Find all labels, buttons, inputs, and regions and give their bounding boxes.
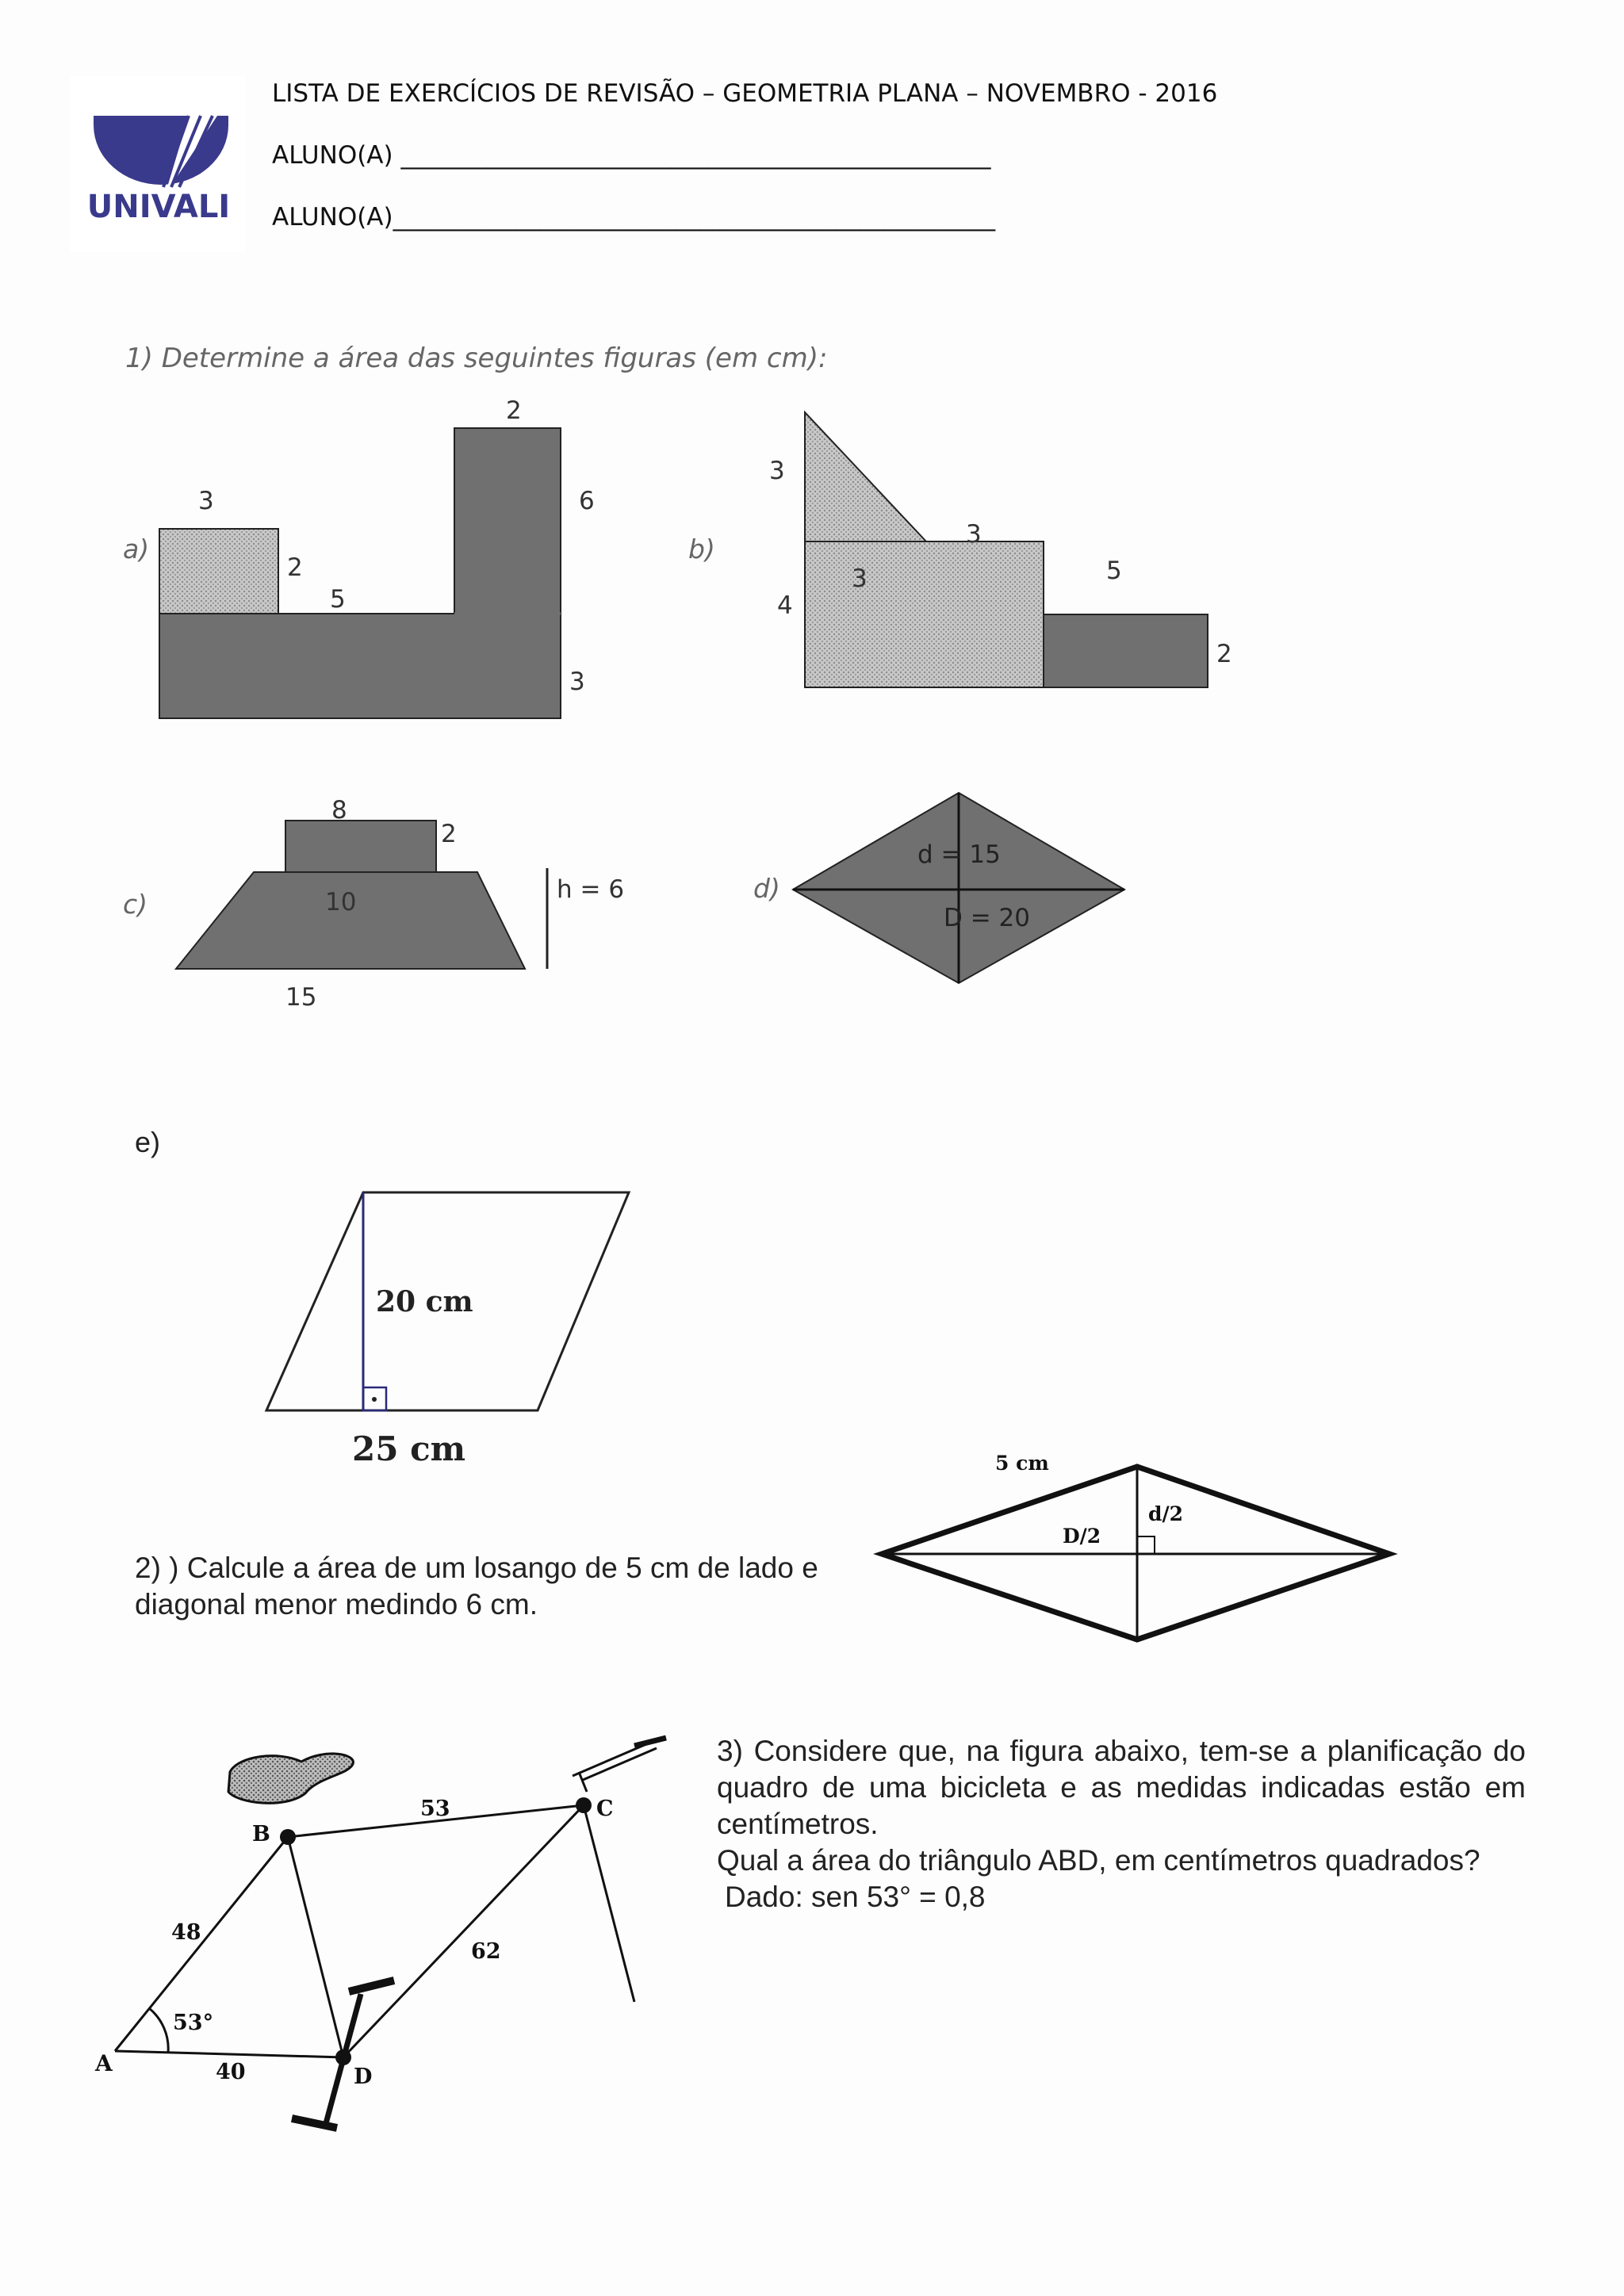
figure-c-label: c) <box>123 889 148 920</box>
figure-a-top-height: 6 <box>579 487 595 515</box>
page-title: LISTA DE EXERCÍCIOS DE REVISÃO – GEOMETRIA PLANA – NOVEMBRO - 2016 <box>272 79 1218 108</box>
figure-a <box>123 396 595 718</box>
figure-b-rect-width: 3 <box>852 564 868 593</box>
figure-e-label: e) <box>135 1126 161 1158</box>
rhombus-side: 5 cm <box>995 1452 1049 1475</box>
question-2-text: 2) ) Calcule a área de um losango de 5 cm de lado e diagonal menor medindo 6 cm. <box>135 1552 818 1621</box>
univali-logo-icon <box>70 76 246 252</box>
figure-b-small-width: 5 <box>1106 557 1122 585</box>
figure-a-label: a) <box>123 534 150 564</box>
figure-c-trapezoid-base: 15 <box>285 983 317 1012</box>
bicycle-frame-diagram <box>79 1712 698 2156</box>
figure-a-small-height: 2 <box>287 553 303 582</box>
figure-c-top-height: 2 <box>441 820 457 848</box>
label-b: B <box>252 1822 270 1846</box>
rhombus-diagram <box>864 1435 1404 1665</box>
figure-a-top-width: 2 <box>506 396 522 425</box>
question-1-prompt: 1) Determine a área das seguintes figuras (em cm): <box>125 342 828 374</box>
figures-a-b <box>0 381 1624 745</box>
figure-b-label: b) <box>688 534 715 564</box>
figures-c-d <box>0 785 1624 1023</box>
label-ad-length: 40 <box>216 2060 246 2084</box>
figure-c-height: h = 6 <box>557 875 625 904</box>
rhombus-half-major: D/2 <box>1063 1525 1101 1548</box>
figure-e <box>0 1173 714 1475</box>
point-b <box>280 1829 296 1845</box>
label-dc-length: 62 <box>471 1939 501 1964</box>
figure-d <box>753 793 1124 983</box>
figure-b-rect-height: 4 <box>777 591 793 620</box>
label-d: D <box>354 2064 373 2089</box>
label-bc-length: 53 <box>420 1797 450 1821</box>
label-ab-length: 48 <box>171 1920 201 1945</box>
figure-d-label: d) <box>753 873 780 904</box>
label-a: A <box>95 2050 113 2076</box>
figure-c-trapezoid-top: 10 <box>325 888 357 916</box>
label-c: C <box>596 1797 614 1821</box>
figure-c <box>123 796 624 1012</box>
student-name-line-2: ALUNO(A)_________________________________________________ <box>272 203 996 232</box>
label-angle: 53° <box>173 2011 214 2035</box>
figure-e-height: 20 cm <box>376 1285 473 1318</box>
rhombus-half-minor: d/2 <box>1148 1502 1184 1525</box>
question-3-line-3: Dado: sen 53° = 0,8 <box>725 1881 986 1913</box>
figure-b-triangle-height: 3 <box>769 457 785 485</box>
figure-a-small-width: 3 <box>198 487 214 515</box>
question-3-line-2: Qual a área do triângulo ABD, em centímetros quadrados? <box>717 1844 1480 1877</box>
figure-d-major-diagonal: D = 20 <box>944 904 1030 932</box>
student-name-line-1: ALUNO(A) ________________________________________________ <box>272 141 991 170</box>
figure-b-small-height: 2 <box>1216 640 1232 668</box>
figure-d-minor-diagonal: d = 15 <box>917 840 1001 869</box>
point-d <box>335 2049 351 2065</box>
point-c <box>576 1797 592 1813</box>
question-3-line-1: 3) Considere que, na figura abaixo, tem-se a planificação do quadro de uma bicicleta e as medidas indicadas estão em centímetros. <box>717 1735 1526 1840</box>
saddle-icon <box>228 1754 353 1803</box>
figure-c-top-width: 8 <box>331 796 347 825</box>
figure-b-triangle-base: 3 <box>966 520 982 549</box>
logo-text: UNIVALI <box>86 189 231 225</box>
figure-e-base: 25 cm <box>352 1429 466 1468</box>
figure-a-base-height: 3 <box>569 668 585 696</box>
figure-a-gap: 5 <box>330 585 346 614</box>
figure-b <box>688 412 1232 687</box>
logo <box>70 76 246 252</box>
question-3-text <box>717 1733 1526 1915</box>
